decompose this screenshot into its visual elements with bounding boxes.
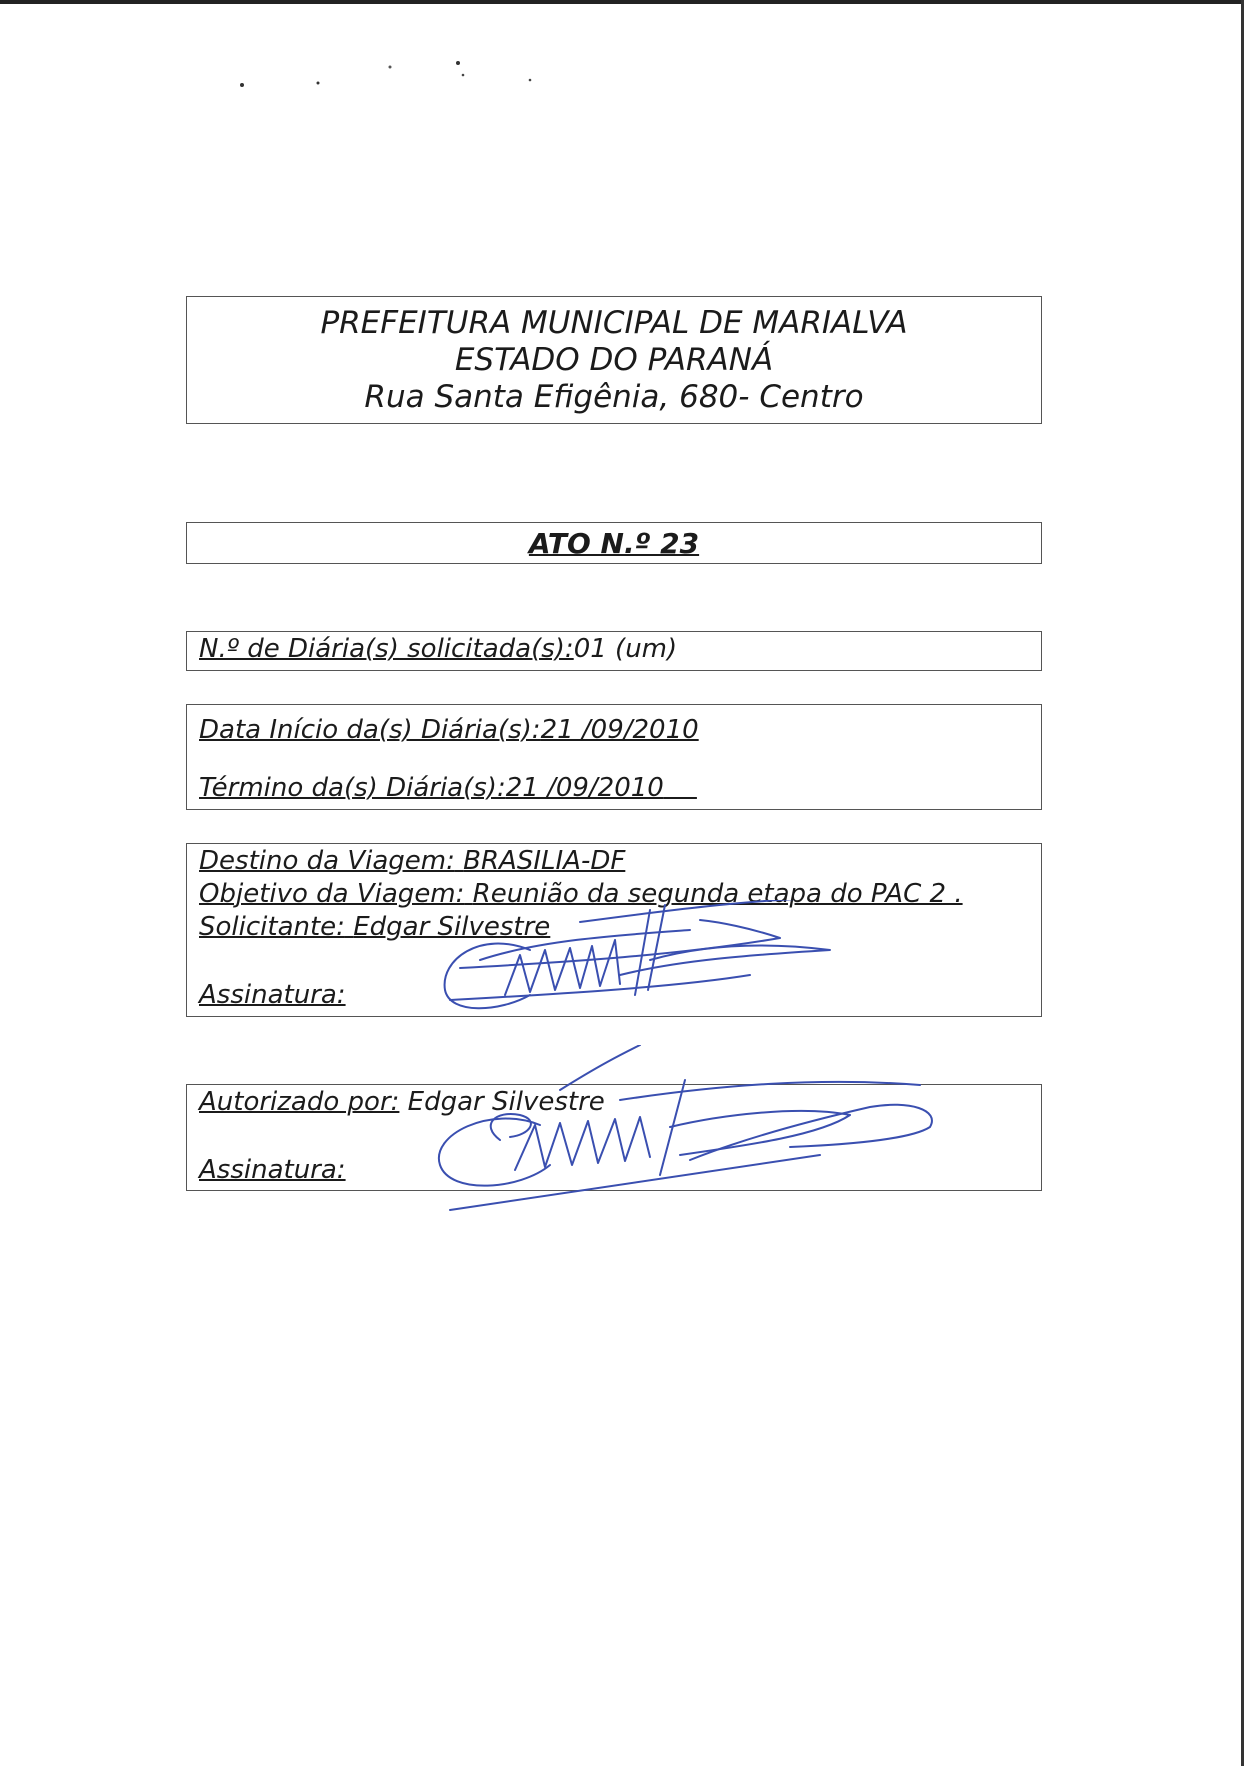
authorized-by-label: Autorizado por: — [199, 1087, 400, 1117]
start-date-value: 21 /09/2010 — [540, 715, 699, 745]
end-date-value: 21 /09/2010 — [505, 773, 664, 803]
requester-field — [199, 912, 550, 942]
destination-value: BRASILIA-DF — [463, 846, 626, 876]
diarias-count-value: 01 (um) — [573, 634, 678, 664]
header-state-name: ESTADO DO PARANÁ — [454, 342, 774, 378]
authorization-box — [186, 1084, 1042, 1191]
objective-label: Objetivo da Viagem: — [199, 879, 465, 909]
header-municipality-name: PREFEITURA MUNICIPAL DE MARIALVA — [320, 305, 908, 341]
trip-details-box — [186, 843, 1042, 1017]
requester-label: Solicitante: — [199, 912, 345, 942]
ato-title: ATO N.º 23 — [528, 527, 700, 560]
start-date-label: Data Início da(s) Diária(s): — [199, 715, 541, 745]
authorized-by-value: Edgar Silvestre — [407, 1087, 605, 1117]
diarias-count-field — [199, 634, 677, 664]
authorized-by-field — [199, 1087, 605, 1117]
diarias-count-box — [186, 631, 1042, 671]
requester-signature-label: Assinatura: — [199, 980, 346, 1010]
end-date-field — [199, 773, 697, 803]
diarias-dates-box — [186, 704, 1042, 810]
objective-value: Reunião da segunda etapa do PAC 2 . — [472, 879, 963, 909]
municipality-header — [186, 296, 1042, 424]
scan-specks — [230, 55, 550, 95]
destination-label: Destino da Viagem: — [199, 846, 455, 876]
end-date-label: Término da(s) Diária(s): — [199, 773, 506, 803]
start-date-field — [199, 715, 699, 745]
destination-field — [199, 846, 625, 876]
objective-field — [199, 879, 963, 909]
requester-value: Edgar Silvestre — [353, 912, 551, 942]
ato-title-box — [186, 522, 1042, 564]
authorizer-signature-label: Assinatura: — [199, 1155, 346, 1185]
header-address: Rua Santa Efigênia, 680- Centro — [364, 379, 864, 415]
diarias-count-label: N.º de Diária(s) solicitada(s): — [199, 634, 574, 664]
page-top-edge — [0, 0, 1244, 4]
